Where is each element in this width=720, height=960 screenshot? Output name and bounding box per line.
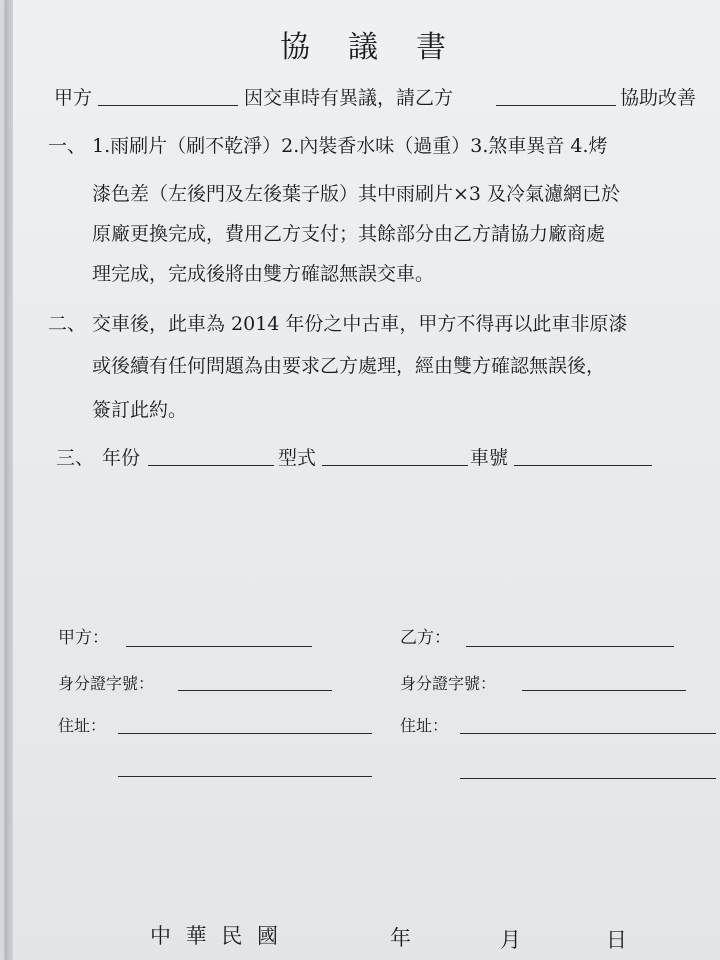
- date-year: 年: [390, 926, 411, 950]
- party-a-blank: [98, 105, 238, 106]
- clause-1-line: 原廠更換完成，費用乙方支付；其餘部分由乙方請協力廠商處: [92, 223, 606, 245]
- id-number-a-blank: [178, 690, 332, 691]
- field-year-blank: [148, 465, 274, 466]
- date-era: 中 華 民 國: [150, 924, 283, 948]
- sign-party-a-label: 甲方：: [58, 628, 109, 648]
- id-number-b-label: 身分證字號：: [400, 674, 497, 693]
- clause-3-number: 三、: [56, 447, 95, 469]
- clause-1-line: 漆色差（左後門及左後葉子版）其中雨刷片×3 及冷氣濾網已於: [92, 183, 621, 205]
- clause-2-line: 或後續有任何問題為由要求乙方處理，經由雙方確認無誤後，: [92, 355, 606, 377]
- sign-party-b-label: 乙方：: [400, 628, 451, 648]
- field-year-label: 年份: [102, 447, 141, 469]
- clause-1-line: 1.雨刷片（刷不乾淨）2.內裝香水味（過重）3.煞車異音 4.烤: [92, 135, 608, 157]
- sign-party-b-blank: [466, 646, 674, 647]
- field-plate-blank: [514, 465, 652, 466]
- address-b-label: 住址：: [400, 716, 449, 735]
- party-b-blank: [496, 105, 616, 106]
- address-b-blank-2: [460, 778, 716, 779]
- clause-2-line: 簽訂此約。: [92, 399, 188, 421]
- id-number-a-label: 身分證字號：: [58, 674, 155, 693]
- sign-party-a-blank: [126, 646, 312, 647]
- agreement-document: [6, 0, 720, 960]
- clause-1-line: 理完成，完成後將由雙方確認無誤交車。: [92, 263, 435, 285]
- id-number-b-blank: [522, 690, 686, 691]
- field-model-label: 型式: [278, 447, 317, 469]
- intro-middle: 因交車時有異議，請乙方: [244, 87, 454, 109]
- address-a-blank: [118, 733, 372, 734]
- field-model-blank: [322, 465, 468, 466]
- address-a-label: 住址：: [58, 716, 107, 735]
- document-title: 協議書: [280, 30, 484, 65]
- clause-2-line: 交車後，此車為 2014 年份之中古車，甲方不得再以此車非原漆: [92, 313, 628, 335]
- intro-end: 協助改善: [620, 87, 697, 109]
- clause-1-number: 一、: [48, 135, 87, 157]
- field-plate-label: 車號: [470, 447, 509, 469]
- intro-party-a: 甲方: [54, 87, 93, 109]
- address-b-blank: [460, 733, 716, 734]
- paper-edge: [6, 0, 13, 960]
- date-month: 月: [500, 928, 521, 952]
- clause-2-number: 二、: [48, 313, 87, 335]
- date-day: 日: [606, 928, 627, 952]
- address-a-blank-2: [118, 776, 372, 777]
